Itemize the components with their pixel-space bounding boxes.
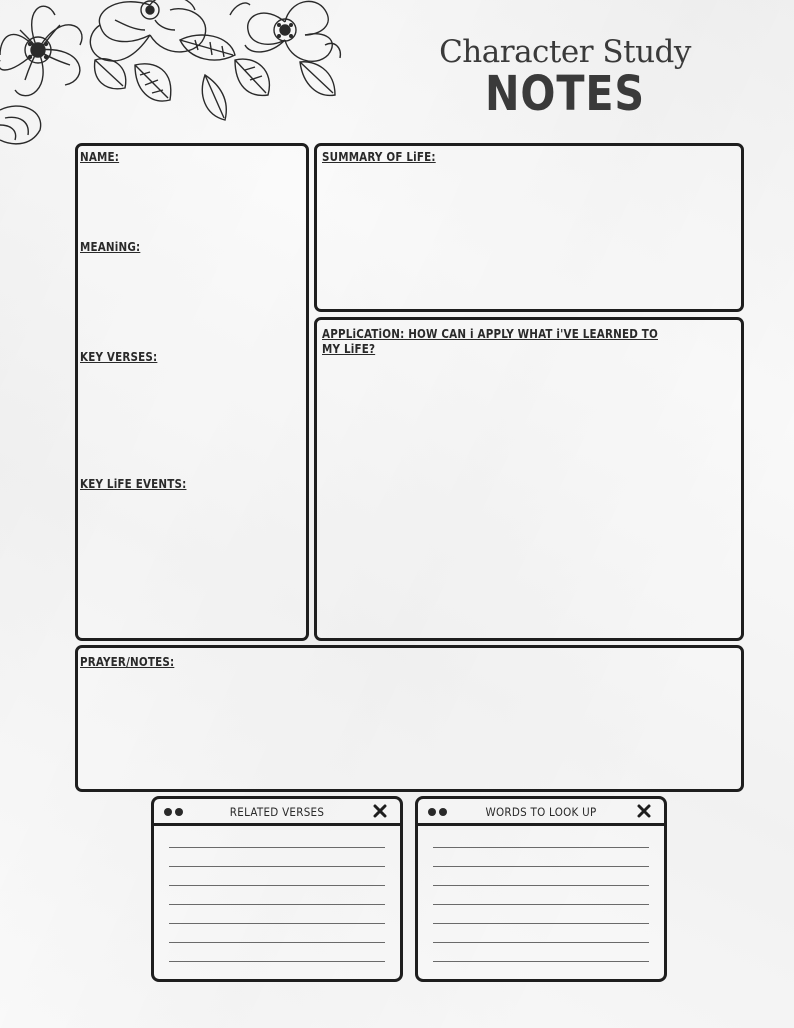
writing-line [169, 866, 385, 867]
application-label-line2: MY LiFE? [322, 341, 376, 356]
writing-line [433, 866, 649, 867]
summary-of-life-label: SUMMARY OF LiFE: [322, 149, 436, 164]
window-title-bar [154, 799, 400, 826]
prayer-notes-box [75, 645, 744, 792]
close-icon [372, 803, 388, 819]
words-to-look-up-title: WORDS TO LOOK UP [485, 805, 597, 819]
writing-line [169, 904, 385, 905]
floral-decoration-icon [0, 0, 345, 150]
left-info-box [75, 143, 309, 641]
writing-line [169, 923, 385, 924]
writing-line [433, 942, 649, 943]
writing-line [169, 942, 385, 943]
key-life-events-label: KEY LiFE EVENTS: [80, 476, 187, 491]
writing-line [433, 961, 649, 962]
application-box [314, 317, 744, 641]
writing-line [433, 923, 649, 924]
writing-line [169, 885, 385, 886]
writing-line [433, 904, 649, 905]
name-label: NAME: [80, 149, 120, 164]
application-label-line1: APPLiCATiON: HOW CAN i APPLY WHAT i'VE LEARNED TO [322, 326, 658, 341]
writing-line [433, 847, 649, 848]
window-title-bar [418, 799, 664, 826]
writing-line [433, 885, 649, 886]
writing-line [169, 961, 385, 962]
meaning-label: MEANiNG: [80, 239, 141, 254]
key-verses-label: KEY VERSES: [80, 349, 158, 364]
title-main: NOTES [484, 66, 646, 122]
writing-line [169, 847, 385, 848]
prayer-notes-label: PRAYER/NOTES: [80, 654, 175, 669]
words-to-look-up-window [415, 796, 667, 982]
summary-box [314, 143, 744, 312]
related-verses-window [151, 796, 403, 982]
close-icon [636, 803, 652, 819]
related-verses-title: RELATED VERSES [229, 805, 325, 819]
title-script: Character Study [439, 34, 691, 70]
